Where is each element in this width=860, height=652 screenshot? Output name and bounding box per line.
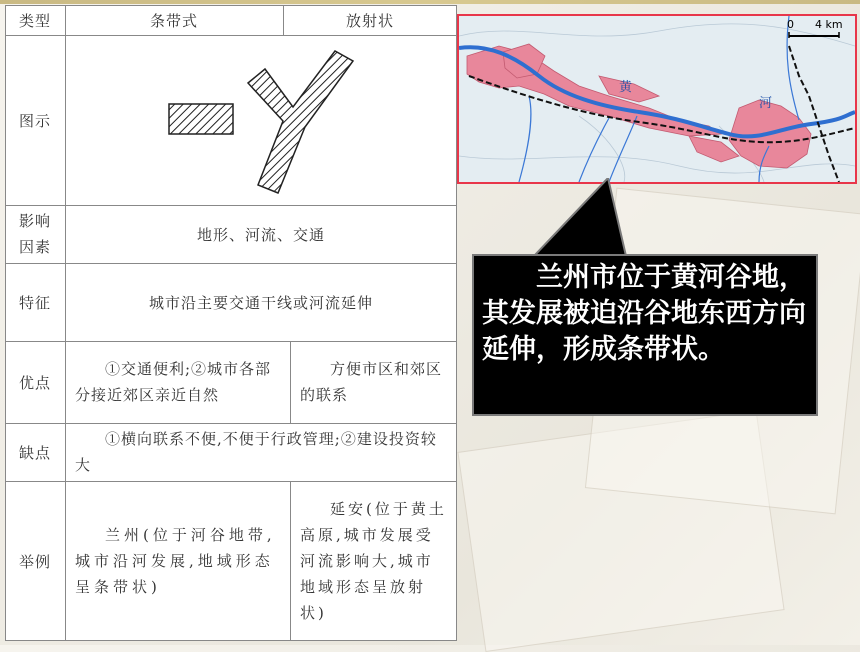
strip-shape (169, 104, 233, 134)
map-graphic (459, 16, 855, 182)
row-label-features: 特征 (18, 293, 51, 312)
callout-text: 兰州市位于黄河谷地，其发展被迫沿谷地东西方向延伸，形成条带状。 (482, 262, 806, 365)
shape-diagram (65, 35, 457, 205)
row-label-disadvantages: 缺点 (18, 443, 51, 462)
header-strip: 条带式 (149, 11, 198, 30)
advantages-strip-text: ①交通便利;②城市各部分接近郊区亲近自然 (75, 360, 272, 404)
advantages-radial (290, 341, 457, 423)
examples-strip-text: 兰州(位于河谷地带,城市沿河发展,地域形态呈条带状) (75, 526, 276, 596)
header-type: 类型 (18, 11, 51, 30)
river-label: 河 (759, 96, 773, 111)
label-line: 影响 (18, 212, 51, 230)
scale-length: 4 km (815, 18, 843, 31)
factors-content: 地形、河流、交通 (196, 225, 325, 244)
advantages-radial-text: 方便市区和郊区的联系 (300, 360, 443, 404)
radial-shape (248, 51, 353, 193)
disadvantages-content (65, 423, 457, 481)
row-label-examples: 举例 (18, 552, 51, 571)
callout-box (472, 254, 818, 416)
top-accent-bar (0, 0, 860, 4)
row-label-factors (5, 205, 65, 263)
river-label: 黄 (619, 80, 633, 95)
comparison-table (5, 5, 457, 641)
advantages-strip (65, 341, 290, 423)
lanzhou-map (457, 14, 857, 184)
examples-strip (65, 481, 290, 641)
row-label-advantages: 优点 (18, 373, 51, 392)
scale-zero: 0 (787, 18, 794, 31)
label-line: 因素 (18, 238, 51, 256)
disadvantages-text: ①横向联系不便,不便于行政管理;②建设投资较大 (75, 430, 437, 474)
features-content: 城市沿主要交通干线或河流延伸 (148, 293, 373, 312)
row-label-diagram: 图示 (18, 111, 51, 130)
examples-radial-text: 延安(位于黄土高原,城市发展受河流影响大,城市地域形态呈放射状) (300, 500, 447, 622)
header-radial: 放射状 (345, 11, 394, 30)
diagram-cell (65, 35, 457, 205)
examples-radial (290, 481, 457, 641)
